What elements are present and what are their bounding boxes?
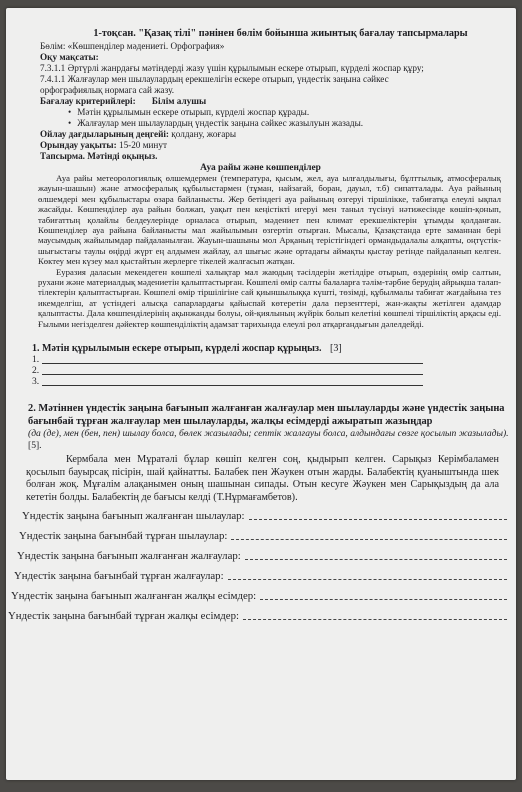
level-label: Ойлау дағдыларының деңгейі: (40, 129, 169, 139)
criteria-bullet: • Мәтін құрылымын ескере отырып, күрделі жоспар құрады. (68, 107, 513, 118)
plan-line-2[interactable] (32, 365, 513, 376)
task-instruction: Тапсырма. Мәтінді оқыңыз. (40, 151, 158, 161)
criteria-heading: Бағалау критерийлері: (40, 96, 136, 106)
worksheet-title: 1-тоқсан. "Қазақ тілі" пәнінен бөлім бойынша жиынтық бағалау тапсырмалары (93, 28, 468, 39)
task1-text: 1. Мәтін құрылымын ескере отырып, күрделі жоспар құрыңыз. (32, 343, 322, 355)
plan-line-number: 2. (32, 365, 40, 377)
task2-points: [5]. (28, 440, 42, 452)
passage-text: Еуразия даласын мекендеген көшпелі халықтар мал жаюдың тәсілдерін жетілдіре отырып, өздерінің өмір салтын, рухани және материалдық мәдениетін қалыптастырған. Көшпелі өмір салты балаларға тәлім-тәрбие берудің айрықша талап-тілектерін қалыптастырған. Көшпелі өмір тіршілігіне сай қиыншылыққа күшті, төзімді, құбылмалы табиғат жағдайына тез икемделгіш, ат үстіндегі алысқа сапарлардағы қайыспай көтеретін дала перзенттері, жан-жақты жетілген адамдар қалыптасты. Дала көшпенділерінің ақынжанды болуы, ой-қиялының жүйрік болып келетіні көшпелі тіршіліктің арқасы еді. Ғылыми негізделген дәйектер көшпенділіктің адамзат тарихында елеулі рөл атқарғандығын дәлелдейді. (38, 266, 501, 329)
answer-label: Үндестік заңына бағынбай тұрған жалқы есімдер: (8, 610, 239, 623)
answer-field-4[interactable] (14, 566, 513, 586)
passage-title: Ауа райы және көшпенділер (200, 163, 321, 173)
thinking-level (40, 129, 513, 140)
criteria-heading-row (40, 96, 513, 107)
objective-item: 7.3.1.1 Әртүрлі жанрдағы мәтіндерді жазу үшін құрылымын ескере отырып, күрделі жоспар құру; (40, 63, 424, 73)
answer-field-2[interactable] (19, 526, 513, 546)
answer-line[interactable] (231, 526, 507, 540)
worksheet-page (6, 8, 516, 780)
section-label: Бөлім: «Көшпенділер мәдениеті. Орфография» (40, 41, 225, 51)
plan-line-1[interactable] (32, 354, 513, 365)
answer-field-6[interactable] (8, 606, 513, 626)
task1-points: [3] (330, 343, 342, 355)
learner-heading: Білім алушы (151, 96, 207, 106)
task2-prompt: 2. Мәтіннен үндестік заңына бағынып жалғанған жалғаулар мен шылауларды және үндестік заңына бағынбай тұрған жалғаулар мен шылауларды, жалқы есімдерді ажыратып жазыңдар (28, 403, 505, 427)
objective-item: 7.4.1.1 Жалғаулар мен шылаулардың ерекшелігін ескере отырып, үндестік заңына сәйкес (40, 74, 389, 84)
worksheet-content (8, 28, 513, 626)
answer-label: Үндестік заңына бағынып жалғанған жалқы есімдер: (11, 590, 257, 603)
passage-paragraph-2 (38, 267, 501, 329)
answer-fields (8, 506, 513, 626)
answer-field-3[interactable] (17, 546, 513, 566)
plan-line-number: 1. (32, 354, 40, 366)
time-row (40, 140, 513, 151)
time-label: Орындау уақыты: (40, 140, 117, 150)
answer-line[interactable] (245, 546, 507, 560)
answer-line[interactable] (243, 606, 507, 620)
objectives-heading: Оқу мақсаты: (40, 52, 99, 62)
task2-note (28, 428, 513, 452)
answer-field-1[interactable] (22, 506, 513, 526)
answer-line[interactable] (260, 586, 507, 600)
task2-note-text: (да (де), мен (бен, пен) шылау болса, бөлек жазылады; септік жалғауы болса, алдындағы сөзге қосылып жазылады). (28, 428, 509, 440)
answer-line[interactable] (228, 566, 507, 580)
answer-field-5[interactable] (11, 586, 513, 606)
answer-label: Үндестік заңына бағынбай тұрған жалғаулар: (14, 570, 224, 583)
task1-prompt (32, 343, 513, 354)
plan-line-number: 3. (32, 376, 40, 388)
criteria-bullet: • Жалғаулар мен шылаулардың үндестік заңына сәйкес жазылуын жазады. (68, 118, 513, 129)
excerpt-text: Кермбала мен Мұратәлі бұлар көшіп келген соң, қыдырып келген. Сарықыз Керімбаламен қосылып бауырсақ пісірін, шай қайнатты. Балабек пен Жәукен отын жарды. Балабектің қуаныштында шек болған жоқ. Мұғалім алақанымен оның шашынан сипады. Отын кесуге Жәукен мен Сарықыздың да ала кететін болды. Балабектің де бағысы келді (Т.Нұрмағамбетов). (26, 454, 499, 503)
passage-text: Ауа райы метеорологиялық өлшемдермен (температура, қысым, жел, ауа ылғалдылығы, бұлттылық, атмосфералық жауын-шашын) және атмосфералық құбылыстармен (тұман, найзағай, боран, дауыл, т.б) сипатталады. Ауа райының өлшемдері мен құбылыстары өзара байланысты. Жер бетіндегі ауа райының өзгеруі тіршілікке, табиғатқа елеулі ықпал жасайды. Көшпенділер ауа райын болжап, уақыт пен кеңістікті игеруі мен таныл түсінуі нәтижесінде көшіп-қонып, табиғаттың қолайлы белдеулерінде орналаса отырып, мәдениет пен климат ерекшеліктерін ұтымды қолданған. Көшпенділер ауа райына байланысты мал жайылымын өзгертіп отырған. Мысалы, Қазақстанда ерте заманнан бері маусымдық жайылымдар пайдаланылған. Жауын-шашыны мол Арқаның терістігіндегі ормандыдалалы алқапты, оңтүстік-шығыстағы таулы өңірді жүрт ең алдымен жайлау, ал шығыс және ортадағы аймақты қыстау ретінде пайдаланып келген. Көктеу мен күзеу мал қыстайтын жерлерге тікелей жалғасып жатқан. (38, 173, 501, 267)
answer-label: Үндестік заңына бағынбай тұрған шылаулар: (19, 530, 228, 543)
passage-paragraph-1 (38, 173, 501, 267)
answer-label: Үндестік заңына бағынып жалғанған шылаулар: (22, 510, 245, 523)
plan-line-3[interactable] (32, 376, 513, 387)
objective-item: орфографиялық нормага сай жазу. (40, 85, 175, 95)
answer-line[interactable] (249, 506, 507, 520)
level-value: қолдану, жоғары (171, 129, 237, 139)
task2-excerpt (26, 454, 499, 504)
answer-label: Үндестік заңына бағынып жалғанған жалғаулар: (17, 550, 241, 563)
time-value: 15-20 минут (118, 140, 167, 150)
